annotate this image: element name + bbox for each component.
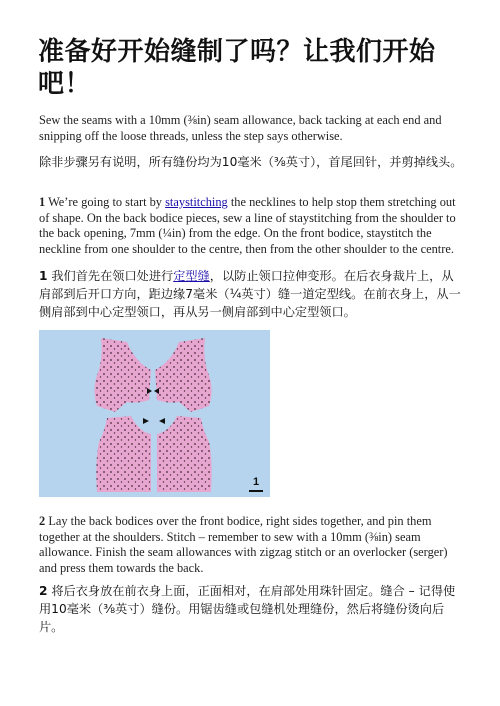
- step-1-number: 1: [39, 195, 46, 209]
- step-2-english: [39, 514, 463, 576]
- step-2-zh-text: 将后衣身放在前衣身上面，正面相对，在肩部处用珠针固定。缝合 – 记得使用10毫米（⅜英寸）缝份。用锯齿缝或包缝机处理缝份，然后将缝份烫向后片。: [39, 584, 456, 634]
- step-1-text-before: We’re going to start by: [48, 195, 166, 209]
- front-bodice-right: [157, 416, 212, 492]
- step-2-number-zh: 2: [39, 584, 48, 598]
- intro-english: Sew the seams with a 10mm (⅜in) seam allowance, back tacking at each end and snipping off the loose threads, unless the step says otherwise.: [39, 113, 442, 143]
- back-bodice-right: [155, 338, 212, 412]
- notch-marker-bottom: [143, 418, 165, 424]
- staystitching-link-zh[interactable]: 定型缝: [173, 269, 210, 283]
- staystitching-link[interactable]: staystitching: [165, 195, 228, 209]
- step-1-chinese: [39, 267, 463, 321]
- back-bodice-left: [94, 338, 151, 412]
- step-1-zh-after: ，以防止领口拉伸变形。在后衣身裁片上，从肩部到后开口方向，距边缘7毫米（¼英寸）缝一道定型线。在前衣身上，从一侧肩部到中心定型领口，再从另一侧肩部到中心定型领口。: [39, 269, 461, 319]
- bodice-pieces-drawing: [39, 330, 270, 497]
- step-1-text-after: the necklines to help stop them stretching out of shape. On the back bodice pieces, sew a line of staystitching from the shoulder to the back opening, 7mm (¼in) from the edge. On the front bodice, staystitch the neckline from one shoulder to the centre, then from the other shoulder to the centre.: [39, 195, 456, 256]
- step-1-illustration: [39, 330, 270, 497]
- page-title: 准备好开始缝制了吗？让我们开始吧！: [38, 37, 436, 99]
- step-2-text: Lay the back bodices over the front bodice, right sides together, and pin them together at the shoulders. Stitch – remember to sew with a 10mm (⅜in) seam allowance. Finish the seam allowances with zigzag stitch or an overlocker (serger) and press them towards the back.: [39, 514, 448, 575]
- step-1-zh-before: 我们首先在领口处进行: [51, 269, 174, 283]
- step-2-chinese: [39, 582, 463, 636]
- step-1-english: [39, 195, 463, 257]
- step-2-number: 2: [39, 514, 46, 528]
- front-bodice: [96, 416, 151, 492]
- figure-number: 1: [253, 476, 260, 488]
- intro-chinese: 除非步骤另有说明，所有缝份均为10毫米（⅜英寸），首尾回针，并剪掉线头。: [39, 155, 463, 169]
- figure-number-underline: [249, 490, 263, 492]
- step-1-number-zh: 1: [39, 269, 48, 283]
